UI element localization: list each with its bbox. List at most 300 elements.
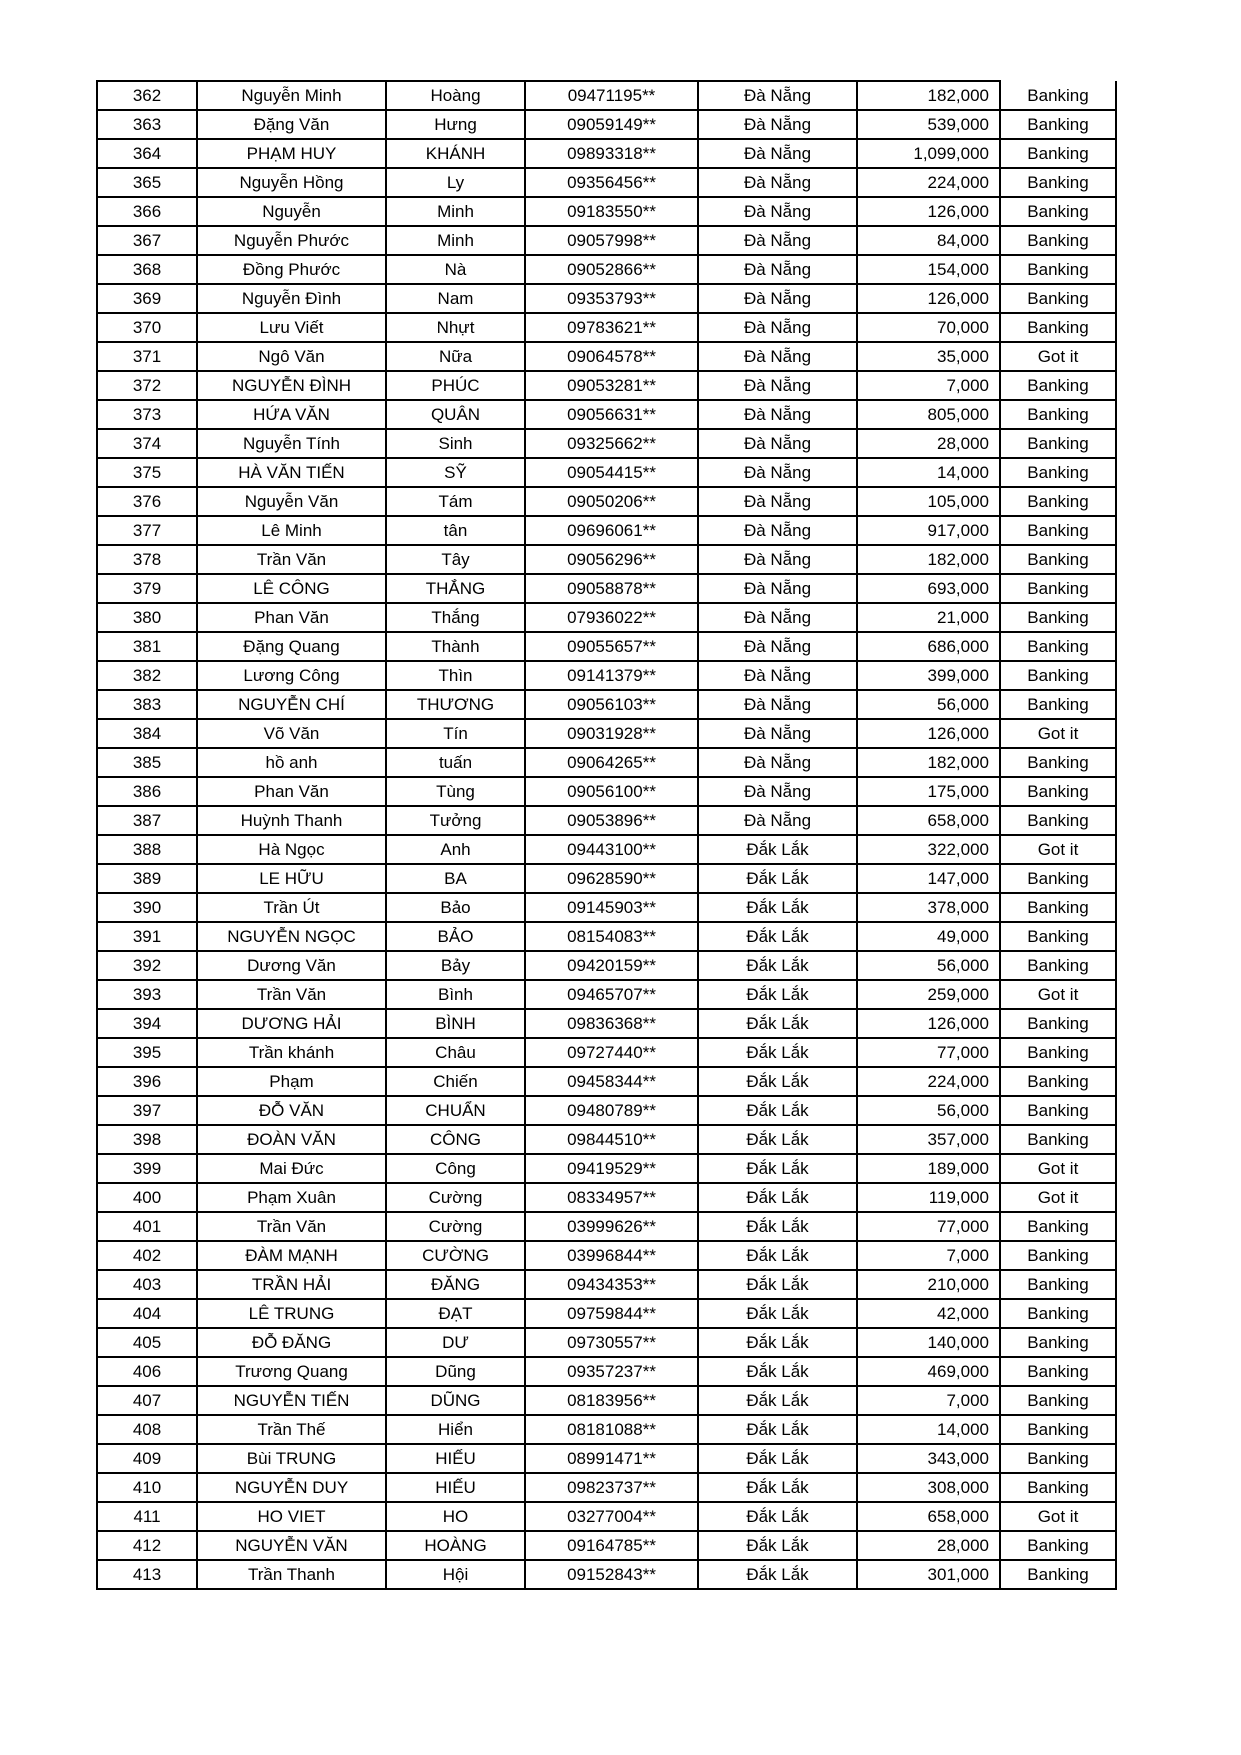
table-row: [97, 1212, 1116, 1241]
table-row: [97, 1502, 1116, 1531]
province-cell: Đà Nẵng: [698, 400, 857, 429]
status-cell: Banking: [1000, 748, 1116, 777]
phone-number-cell: 09064578**: [525, 342, 698, 371]
status-cell: Banking: [1000, 1328, 1116, 1357]
row-index-cell: 363: [97, 110, 197, 139]
province-cell: Đắk Lắk: [698, 1386, 857, 1415]
province-cell: Đắk Lắk: [698, 1531, 857, 1560]
table-row: [97, 748, 1116, 777]
amount-cell: 693,000: [857, 574, 1000, 603]
last-name-cell: Cường: [386, 1183, 525, 1212]
province-cell: Đà Nẵng: [698, 342, 857, 371]
province-cell: Đắk Lắk: [698, 1444, 857, 1473]
amount-cell: 175,000: [857, 777, 1000, 806]
first-name-cell: Mai Đức: [197, 1154, 386, 1183]
amount-cell: 7,000: [857, 1386, 1000, 1415]
last-name-cell: CƯỜNG: [386, 1241, 525, 1270]
first-name-cell: Đồng Phước: [197, 255, 386, 284]
table-row: [97, 980, 1116, 1009]
first-name-cell: LÊ TRUNG: [197, 1299, 386, 1328]
amount-cell: 322,000: [857, 835, 1000, 864]
first-name-cell: Phạm: [197, 1067, 386, 1096]
first-name-cell: Võ Văn: [197, 719, 386, 748]
province-cell: Đà Nẵng: [698, 226, 857, 255]
status-cell: Banking: [1000, 429, 1116, 458]
status-cell: Banking: [1000, 110, 1116, 139]
phone-number-cell: 09353793**: [525, 284, 698, 313]
province-cell: Đắk Lắk: [698, 1560, 857, 1589]
phone-number-cell: 09471195**: [525, 81, 698, 110]
first-name-cell: Hà Ngọc: [197, 835, 386, 864]
row-index-cell: 376: [97, 487, 197, 516]
province-cell: Đắk Lắk: [698, 1328, 857, 1357]
first-name-cell: NGUYỄN DUY: [197, 1473, 386, 1502]
province-cell: Đắk Lắk: [698, 1038, 857, 1067]
first-name-cell: Đặng Văn: [197, 110, 386, 139]
amount-cell: 182,000: [857, 81, 1000, 110]
last-name-cell: tân: [386, 516, 525, 545]
status-cell: Banking: [1000, 1067, 1116, 1096]
status-cell: Banking: [1000, 1560, 1116, 1589]
first-name-cell: Nguyễn Tính: [197, 429, 386, 458]
row-index-cell: 368: [97, 255, 197, 284]
province-cell: Đắk Lắk: [698, 1154, 857, 1183]
last-name-cell: Hiển: [386, 1415, 525, 1444]
row-index-cell: 384: [97, 719, 197, 748]
phone-number-cell: 09727440**: [525, 1038, 698, 1067]
first-name-cell: HỨA VĂN: [197, 400, 386, 429]
last-name-cell: tuấn: [386, 748, 525, 777]
phone-number-cell: 08154083**: [525, 922, 698, 951]
row-index-cell: 370: [97, 313, 197, 342]
amount-cell: 378,000: [857, 893, 1000, 922]
province-cell: Đắk Lắk: [698, 1183, 857, 1212]
amount-cell: 126,000: [857, 197, 1000, 226]
province-cell: Đà Nẵng: [698, 487, 857, 516]
province-cell: Đà Nẵng: [698, 603, 857, 632]
last-name-cell: BA: [386, 864, 525, 893]
row-index-cell: 401: [97, 1212, 197, 1241]
amount-cell: 56,000: [857, 951, 1000, 980]
last-name-cell: BÌNH: [386, 1009, 525, 1038]
last-name-cell: Thành: [386, 632, 525, 661]
row-index-cell: 386: [97, 777, 197, 806]
row-index-cell: 374: [97, 429, 197, 458]
amount-cell: 126,000: [857, 284, 1000, 313]
row-index-cell: 402: [97, 1241, 197, 1270]
last-name-cell: Minh: [386, 197, 525, 226]
province-cell: Đắk Lắk: [698, 1270, 857, 1299]
last-name-cell: HIẾU: [386, 1473, 525, 1502]
province-cell: Đà Nẵng: [698, 168, 857, 197]
province-cell: Đà Nẵng: [698, 516, 857, 545]
last-name-cell: Tín: [386, 719, 525, 748]
row-index-cell: 373: [97, 400, 197, 429]
table-row: [97, 719, 1116, 748]
status-cell: Banking: [1000, 1212, 1116, 1241]
status-cell: Got it: [1000, 835, 1116, 864]
last-name-cell: Hưng: [386, 110, 525, 139]
province-cell: Đà Nẵng: [698, 458, 857, 487]
phone-number-cell: 09064265**: [525, 748, 698, 777]
row-index-cell: 388: [97, 835, 197, 864]
last-name-cell: Tưởng: [386, 806, 525, 835]
first-name-cell: Nguyễn Phước: [197, 226, 386, 255]
last-name-cell: SỸ: [386, 458, 525, 487]
amount-cell: 469,000: [857, 1357, 1000, 1386]
amount-cell: 686,000: [857, 632, 1000, 661]
row-index-cell: 400: [97, 1183, 197, 1212]
province-cell: Đắk Lắk: [698, 980, 857, 1009]
row-index-cell: 389: [97, 864, 197, 893]
province-cell: Đắk Lắk: [698, 1067, 857, 1096]
amount-cell: 126,000: [857, 1009, 1000, 1038]
status-cell: Banking: [1000, 1357, 1116, 1386]
table-row: [97, 1125, 1116, 1154]
row-index-cell: 408: [97, 1415, 197, 1444]
status-cell: Banking: [1000, 1009, 1116, 1038]
first-name-cell: Trần Thế: [197, 1415, 386, 1444]
row-index-cell: 399: [97, 1154, 197, 1183]
last-name-cell: THƯƠNG: [386, 690, 525, 719]
table-row: [97, 81, 1116, 110]
province-cell: Đắk Lắk: [698, 922, 857, 951]
last-name-cell: Châu: [386, 1038, 525, 1067]
row-index-cell: 396: [97, 1067, 197, 1096]
amount-cell: 84,000: [857, 226, 1000, 255]
first-name-cell: Nguyễn Đình: [197, 284, 386, 313]
amount-cell: 154,000: [857, 255, 1000, 284]
row-index-cell: 398: [97, 1125, 197, 1154]
province-cell: Đà Nẵng: [698, 777, 857, 806]
table-row: [97, 893, 1116, 922]
table-row: [97, 690, 1116, 719]
table-row: [97, 110, 1116, 139]
phone-number-cell: 09031928**: [525, 719, 698, 748]
first-name-cell: Ngô Văn: [197, 342, 386, 371]
phone-number-cell: 09730557**: [525, 1328, 698, 1357]
last-name-cell: HO: [386, 1502, 525, 1531]
status-cell: Banking: [1000, 1299, 1116, 1328]
last-name-cell: CHUẨN: [386, 1096, 525, 1125]
table-row: [97, 197, 1116, 226]
province-cell: Đắk Lắk: [698, 1009, 857, 1038]
amount-cell: 224,000: [857, 168, 1000, 197]
first-name-cell: Đặng Quang: [197, 632, 386, 661]
status-cell: Got it: [1000, 1154, 1116, 1183]
status-cell: Banking: [1000, 1096, 1116, 1125]
status-cell: Banking: [1000, 632, 1116, 661]
table-row: [97, 458, 1116, 487]
phone-number-cell: 09152843**: [525, 1560, 698, 1589]
first-name-cell: Trần Văn: [197, 545, 386, 574]
table-row: [97, 1154, 1116, 1183]
status-cell: Banking: [1000, 458, 1116, 487]
row-index-cell: 394: [97, 1009, 197, 1038]
last-name-cell: HOÀNG: [386, 1531, 525, 1560]
last-name-cell: BẢO: [386, 922, 525, 951]
last-name-cell: ĐẠT: [386, 1299, 525, 1328]
first-name-cell: NGUYỄN VĂN: [197, 1531, 386, 1560]
row-index-cell: 377: [97, 516, 197, 545]
phone-number-cell: 09836368**: [525, 1009, 698, 1038]
last-name-cell: Bảy: [386, 951, 525, 980]
status-cell: Banking: [1000, 777, 1116, 806]
last-name-cell: DƯ: [386, 1328, 525, 1357]
last-name-cell: Sinh: [386, 429, 525, 458]
status-cell: Got it: [1000, 1502, 1116, 1531]
first-name-cell: PHẠM HUY: [197, 139, 386, 168]
last-name-cell: Nam: [386, 284, 525, 313]
amount-cell: 42,000: [857, 1299, 1000, 1328]
amount-cell: 210,000: [857, 1270, 1000, 1299]
phone-number-cell: 09053896**: [525, 806, 698, 835]
row-index-cell: 365: [97, 168, 197, 197]
amount-cell: 7,000: [857, 371, 1000, 400]
phone-number-cell: 09783621**: [525, 313, 698, 342]
phone-number-cell: 08181088**: [525, 1415, 698, 1444]
first-name-cell: Nguyễn Hồng: [197, 168, 386, 197]
last-name-cell: QUÂN: [386, 400, 525, 429]
row-index-cell: 409: [97, 1444, 197, 1473]
table-row: [97, 226, 1116, 255]
phone-number-cell: 09056296**: [525, 545, 698, 574]
province-cell: Đắk Lắk: [698, 835, 857, 864]
status-cell: Banking: [1000, 516, 1116, 545]
status-cell: Got it: [1000, 342, 1116, 371]
phone-number-cell: 09419529**: [525, 1154, 698, 1183]
phone-number-cell: 03996844**: [525, 1241, 698, 1270]
status-cell: Banking: [1000, 255, 1116, 284]
phone-number-cell: 09420159**: [525, 951, 698, 980]
amount-cell: 343,000: [857, 1444, 1000, 1473]
phone-number-cell: 09357237**: [525, 1357, 698, 1386]
phone-number-cell: 09052866**: [525, 255, 698, 284]
status-cell: Banking: [1000, 1444, 1116, 1473]
amount-cell: 658,000: [857, 1502, 1000, 1531]
row-index-cell: 369: [97, 284, 197, 313]
first-name-cell: Lê Minh: [197, 516, 386, 545]
table-row: [97, 1531, 1116, 1560]
row-index-cell: 378: [97, 545, 197, 574]
amount-cell: 301,000: [857, 1560, 1000, 1589]
table-row: [97, 429, 1116, 458]
row-index-cell: 390: [97, 893, 197, 922]
province-cell: Đà Nẵng: [698, 574, 857, 603]
last-name-cell: Cường: [386, 1212, 525, 1241]
first-name-cell: HÀ VĂN TIẾN: [197, 458, 386, 487]
phone-number-cell: 09053281**: [525, 371, 698, 400]
first-name-cell: Phan Văn: [197, 777, 386, 806]
status-cell: Banking: [1000, 197, 1116, 226]
phone-number-cell: 08334957**: [525, 1183, 698, 1212]
first-name-cell: Huỳnh Thanh: [197, 806, 386, 835]
phone-number-cell: 09434353**: [525, 1270, 698, 1299]
status-cell: Banking: [1000, 806, 1116, 835]
first-name-cell: Phạm Xuân: [197, 1183, 386, 1212]
status-cell: Banking: [1000, 603, 1116, 632]
status-cell: Banking: [1000, 574, 1116, 603]
province-cell: Đắk Lắk: [698, 893, 857, 922]
status-cell: Banking: [1000, 690, 1116, 719]
phone-number-cell: 09056631**: [525, 400, 698, 429]
table-row: [97, 284, 1116, 313]
status-cell: Banking: [1000, 81, 1116, 110]
phone-number-cell: 08183956**: [525, 1386, 698, 1415]
amount-cell: 658,000: [857, 806, 1000, 835]
phone-number-cell: 09059149**: [525, 110, 698, 139]
phone-number-cell: 09056100**: [525, 777, 698, 806]
amount-cell: 189,000: [857, 1154, 1000, 1183]
phone-number-cell: 09050206**: [525, 487, 698, 516]
amount-cell: 105,000: [857, 487, 1000, 516]
phone-number-cell: 09443100**: [525, 835, 698, 864]
amount-cell: 21,000: [857, 603, 1000, 632]
row-index-cell: 382: [97, 661, 197, 690]
phone-number-cell: 09458344**: [525, 1067, 698, 1096]
table-row: [97, 1444, 1116, 1473]
amount-cell: 140,000: [857, 1328, 1000, 1357]
table-row: [97, 400, 1116, 429]
last-name-cell: Nà: [386, 255, 525, 284]
phone-number-cell: 09480789**: [525, 1096, 698, 1125]
status-cell: Banking: [1000, 1415, 1116, 1444]
first-name-cell: Trần Văn: [197, 1212, 386, 1241]
phone-number-cell: 09325662**: [525, 429, 698, 458]
row-index-cell: 413: [97, 1560, 197, 1589]
last-name-cell: Tây: [386, 545, 525, 574]
province-cell: Đắk Lắk: [698, 1502, 857, 1531]
status-cell: Banking: [1000, 893, 1116, 922]
amount-cell: 56,000: [857, 1096, 1000, 1125]
last-name-cell: DŨNG: [386, 1386, 525, 1415]
amount-cell: 182,000: [857, 545, 1000, 574]
province-cell: Đắk Lắk: [698, 1241, 857, 1270]
province-cell: Đà Nẵng: [698, 81, 857, 110]
first-name-cell: ĐỖ ĐĂNG: [197, 1328, 386, 1357]
province-cell: Đà Nẵng: [698, 748, 857, 777]
row-index-cell: 364: [97, 139, 197, 168]
first-name-cell: Trần Văn: [197, 980, 386, 1009]
table-row: [97, 1270, 1116, 1299]
row-index-cell: 385: [97, 748, 197, 777]
province-cell: Đà Nẵng: [698, 429, 857, 458]
row-index-cell: 395: [97, 1038, 197, 1067]
row-index-cell: 403: [97, 1270, 197, 1299]
first-name-cell: ĐOÀN VĂN: [197, 1125, 386, 1154]
province-cell: Đà Nẵng: [698, 690, 857, 719]
phone-number-cell: 09893318**: [525, 139, 698, 168]
status-cell: Banking: [1000, 168, 1116, 197]
last-name-cell: Chiến: [386, 1067, 525, 1096]
status-cell: Banking: [1000, 139, 1116, 168]
first-name-cell: Trương Quang: [197, 1357, 386, 1386]
row-index-cell: 405: [97, 1328, 197, 1357]
status-cell: Banking: [1000, 487, 1116, 516]
status-cell: Banking: [1000, 313, 1116, 342]
phone-number-cell: 09823737**: [525, 1473, 698, 1502]
table-row: [97, 1357, 1116, 1386]
province-cell: Đà Nẵng: [698, 139, 857, 168]
first-name-cell: Nguyễn: [197, 197, 386, 226]
phone-number-cell: 09164785**: [525, 1531, 698, 1560]
table-row: [97, 1473, 1116, 1502]
row-index-cell: 397: [97, 1096, 197, 1125]
province-cell: Đà Nẵng: [698, 719, 857, 748]
amount-cell: 28,000: [857, 1531, 1000, 1560]
table-row: [97, 1299, 1116, 1328]
province-cell: Đà Nẵng: [698, 545, 857, 574]
table-row: [97, 168, 1116, 197]
status-cell: Banking: [1000, 371, 1116, 400]
last-name-cell: Nhựt: [386, 313, 525, 342]
amount-cell: 28,000: [857, 429, 1000, 458]
table-row: [97, 1067, 1116, 1096]
amount-cell: 308,000: [857, 1473, 1000, 1502]
phone-number-cell: 09696061**: [525, 516, 698, 545]
row-index-cell: 362: [97, 81, 197, 110]
province-cell: Đà Nẵng: [698, 255, 857, 284]
table-row: [97, 922, 1116, 951]
row-index-cell: 379: [97, 574, 197, 603]
province-cell: Đắk Lắk: [698, 1415, 857, 1444]
phone-number-cell: 03277004**: [525, 1502, 698, 1531]
amount-cell: 147,000: [857, 864, 1000, 893]
phone-number-cell: 09183550**: [525, 197, 698, 226]
status-cell: Banking: [1000, 1270, 1116, 1299]
phone-number-cell: 09058878**: [525, 574, 698, 603]
table-row: [97, 371, 1116, 400]
row-index-cell: 380: [97, 603, 197, 632]
province-cell: Đà Nẵng: [698, 313, 857, 342]
first-name-cell: Lưu Viết: [197, 313, 386, 342]
amount-cell: 77,000: [857, 1038, 1000, 1067]
table-row: [97, 1560, 1116, 1589]
status-cell: Got it: [1000, 1183, 1116, 1212]
last-name-cell: THẮNG: [386, 574, 525, 603]
first-name-cell: Dương Văn: [197, 951, 386, 980]
table-row: [97, 574, 1116, 603]
status-cell: Banking: [1000, 922, 1116, 951]
table-row: [97, 545, 1116, 574]
amount-cell: 126,000: [857, 719, 1000, 748]
amount-cell: 70,000: [857, 313, 1000, 342]
status-cell: Banking: [1000, 1241, 1116, 1270]
row-index-cell: 407: [97, 1386, 197, 1415]
amount-cell: 7,000: [857, 1241, 1000, 1270]
status-cell: Banking: [1000, 400, 1116, 429]
first-name-cell: Nguyễn Minh: [197, 81, 386, 110]
amount-cell: 357,000: [857, 1125, 1000, 1154]
amount-cell: 917,000: [857, 516, 1000, 545]
phone-number-cell: 09057998**: [525, 226, 698, 255]
table-row: [97, 487, 1116, 516]
row-index-cell: 404: [97, 1299, 197, 1328]
status-cell: Got it: [1000, 980, 1116, 1009]
first-name-cell: NGUYỄN NGỌC: [197, 922, 386, 951]
last-name-cell: Tùng: [386, 777, 525, 806]
status-cell: Banking: [1000, 1531, 1116, 1560]
table-row: [97, 342, 1116, 371]
last-name-cell: Tám: [386, 487, 525, 516]
phone-number-cell: 09465707**: [525, 980, 698, 1009]
first-name-cell: hồ anh: [197, 748, 386, 777]
table-row: [97, 864, 1116, 893]
first-name-cell: Trần khánh: [197, 1038, 386, 1067]
phone-number-cell: 09844510**: [525, 1125, 698, 1154]
phone-number-cell: 09759844**: [525, 1299, 698, 1328]
table-row: [97, 1241, 1116, 1270]
